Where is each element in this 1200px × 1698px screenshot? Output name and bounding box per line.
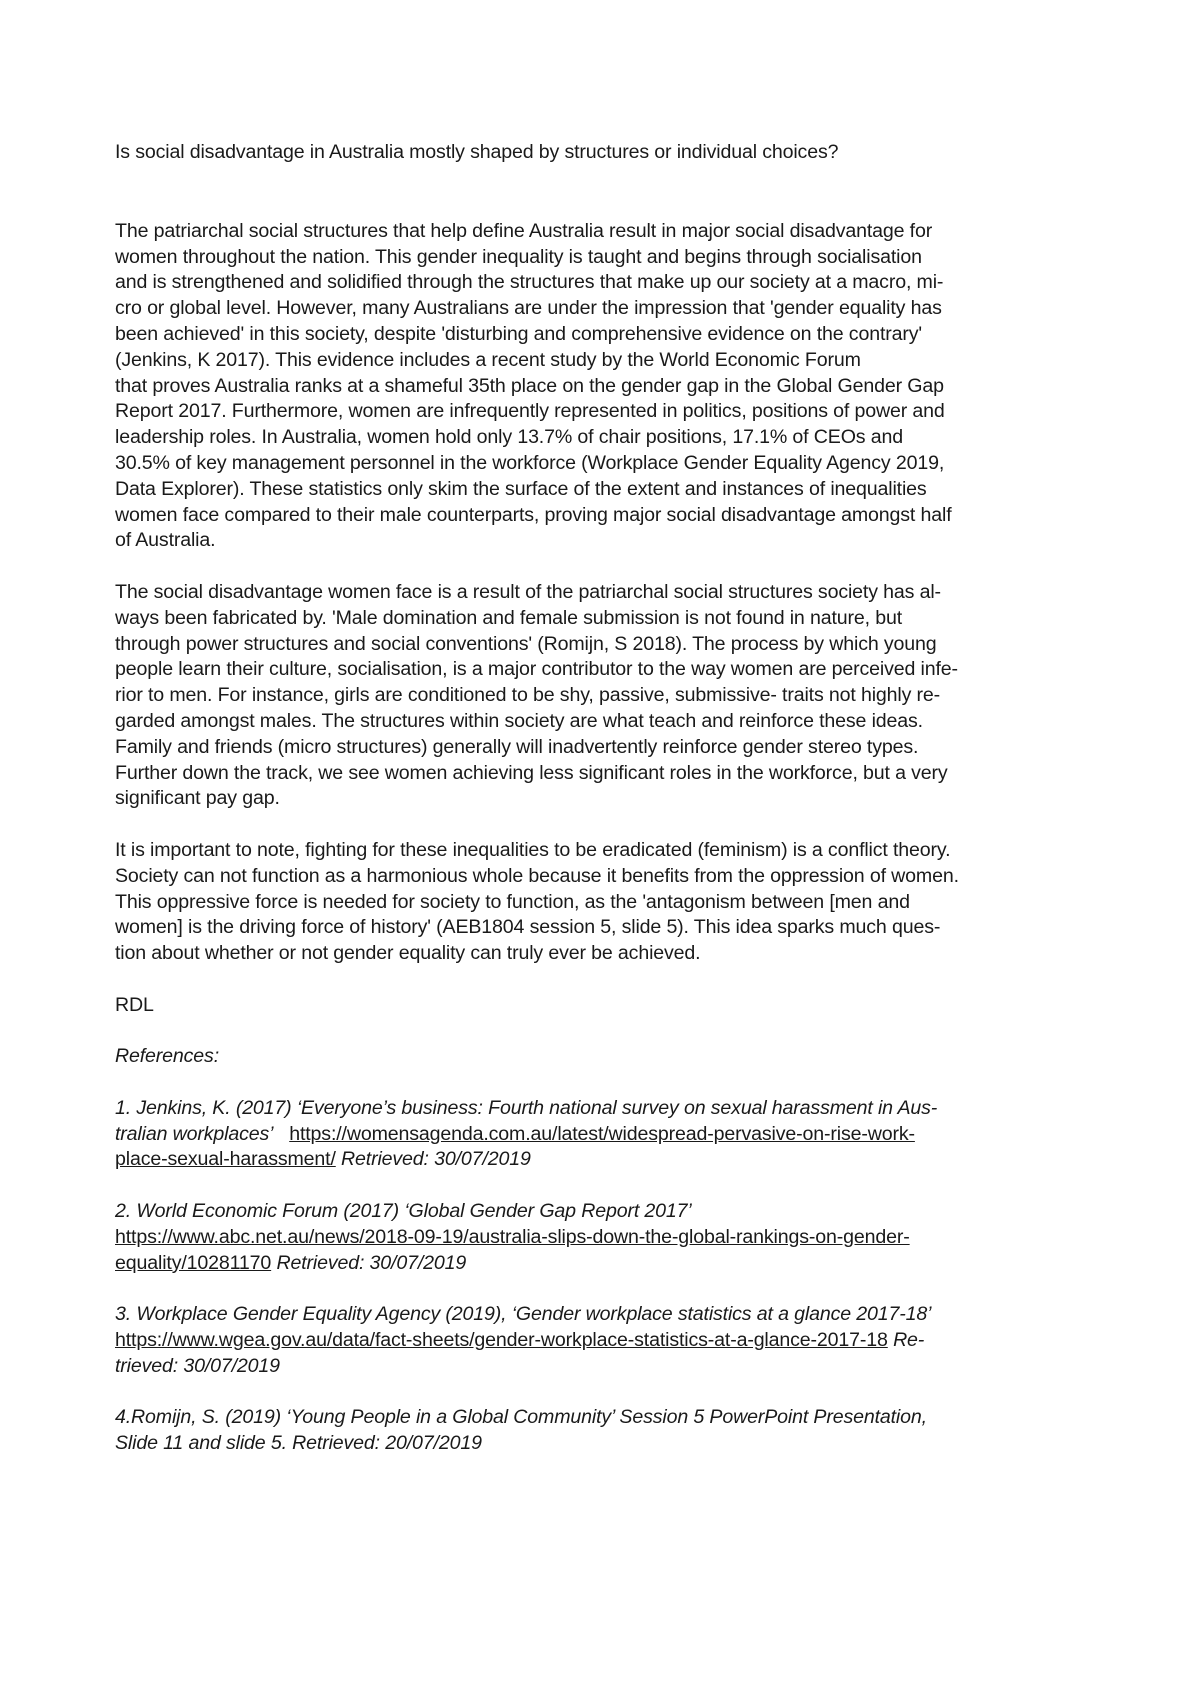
reference-text: 3. Workplace Gender Equality Agency (2019), ‘Gender workplace statistics at a glance 2017-18’ bbox=[115, 1303, 932, 1326]
paragraph-3 bbox=[115, 838, 1100, 967]
text-line: tion about whether or not gender equality can truly ever be achieved. bbox=[115, 942, 701, 965]
reference-text: Slide 11 and slide 5. Retrieved: 20/07/2019 bbox=[115, 1432, 482, 1455]
text-line: 30.5% of key management personnel in the workforce (Workplace Gender Equality Agency 2019, bbox=[115, 451, 945, 474]
reference-3 bbox=[115, 1302, 1100, 1379]
text-line: through power structures and social conventions' (Romijn, S 2018). The process by which young bbox=[115, 632, 937, 655]
text-line: significant pay gap. bbox=[115, 787, 280, 810]
text-line: women throughout the nation. This gender inequality is taught and begins through socialisation bbox=[115, 245, 922, 268]
reference-text: 1. Jenkins, K. (2017) ‘Everyone’s business: Fourth national survey on sexual harassment in Aus- bbox=[115, 1096, 938, 1119]
text-line: It is important to note, fighting for these inequalities to be eradicated (feminism) is a conflict theory. bbox=[115, 838, 951, 861]
retrieved-date: Retrieved: 30/07/2019 bbox=[276, 1251, 467, 1274]
text-line: Report 2017. Furthermore, women are infrequently represented in politics, positions of power and bbox=[115, 400, 945, 423]
text-line: women] is the driving force of history' (AEB1804 session 5, slide 5). This idea sparks much ques- bbox=[115, 916, 941, 939]
reference-link[interactable]: https://www.wgea.gov.au/data/fact-sheets/gender-workplace-statistics-at-a-glance-2017-18 bbox=[115, 1329, 888, 1352]
retrieved-date: trieved: 30/07/2019 bbox=[115, 1354, 280, 1377]
text-line: (Jenkins, K 2017). This evidence includes a recent study by the World Economic Forum bbox=[115, 348, 861, 371]
text-line: garded amongst males. The structures within society are what teach and reinforce these ideas. bbox=[115, 709, 923, 732]
reference-link[interactable]: https://www.abc.net.au/news/2018-09-19/australia-slips-down-the-global-rankings-on-gender- bbox=[115, 1225, 910, 1248]
text-line: people learn their culture, socialisation, is a major contributor to the way women are perceived infe- bbox=[115, 658, 958, 681]
text-line: been achieved' in this society, despite 'disturbing and comprehensive evidence on the contrary' bbox=[115, 322, 922, 345]
paragraph-2 bbox=[115, 580, 1100, 812]
reference-text-line bbox=[115, 1122, 1100, 1148]
retrieved-date: Retrieved: 30/07/2019 bbox=[341, 1148, 531, 1171]
text-line: Further down the track, we see women achieving less significant roles in the workforce, but a very bbox=[115, 761, 948, 784]
reference-2 bbox=[115, 1199, 1100, 1276]
text-line: The patriarchal social structures that help define Australia result in major social disadvantage for bbox=[115, 219, 933, 242]
reference-link[interactable]: equality/10281170 bbox=[115, 1251, 272, 1274]
document-page bbox=[115, 140, 1100, 1483]
text-line: rior to men. For instance, girls are conditioned to be shy, passive, submissive- traits not highly re- bbox=[115, 684, 941, 707]
reference-text: tralian workplaces’ bbox=[115, 1122, 274, 1145]
text-line: cro or global level. However, many Australians are under the impression that 'gender equality has bbox=[115, 297, 942, 320]
retrieved-date: Re- bbox=[893, 1329, 925, 1352]
text-line: Data Explorer). These statistics only skim the surface of the extent and instances of inequalities bbox=[115, 477, 927, 500]
reference-4 bbox=[115, 1405, 1100, 1457]
reference-text: 2. World Economic Forum (2017) ‘Global Gender Gap Report 2017’ bbox=[115, 1200, 692, 1223]
text-line: that proves Australia ranks at a shameful 35th place on the gender gap in the Global Gender Gap bbox=[115, 374, 944, 397]
text-line: This oppressive force is needed for society to function, as the 'antagonism between [men and bbox=[115, 890, 910, 913]
references-heading: References: bbox=[115, 1045, 219, 1068]
text-line: of Australia. bbox=[115, 529, 216, 552]
reference-text: 4.Romijn, S. (2019) ‘Young People in a Global Community’ Session 5 PowerPoint Presentation, bbox=[115, 1406, 927, 1429]
reference-link[interactable]: place-sexual-harassment/ bbox=[115, 1148, 336, 1171]
text-line: Family and friends (micro structures) generally will inadvertently reinforce gender stereo types. bbox=[115, 735, 919, 758]
reference-1 bbox=[115, 1096, 1100, 1173]
text-line: Society can not function as a harmonious whole because it benefits from the oppression of women. bbox=[115, 864, 959, 887]
reference-link[interactable]: https://womensagenda.com.au/latest/widespread-pervasive-on-rise-work- bbox=[289, 1122, 915, 1145]
text-line: women face compared to their male counterparts, proving major social disadvantage amongst half bbox=[115, 503, 952, 526]
paragraph-1 bbox=[115, 219, 1100, 554]
essay-question: Is social disadvantage in Australia mostly shaped by structures or individual choices? bbox=[115, 141, 839, 163]
author-initials: RDL bbox=[115, 993, 154, 1016]
text-line: ways been fabricated by. 'Male domination and female submission is not found in nature, but bbox=[115, 606, 903, 629]
text-line: leadership roles. In Australia, women hold only 13.7% of chair positions, 17.1% of CEOs and bbox=[115, 426, 903, 449]
text-line: and is strengthened and solidified through the structures that make up our society at a macro, mi- bbox=[115, 271, 944, 294]
text-line: The social disadvantage women face is a result of the patriarchal social structures society has al- bbox=[115, 580, 941, 603]
